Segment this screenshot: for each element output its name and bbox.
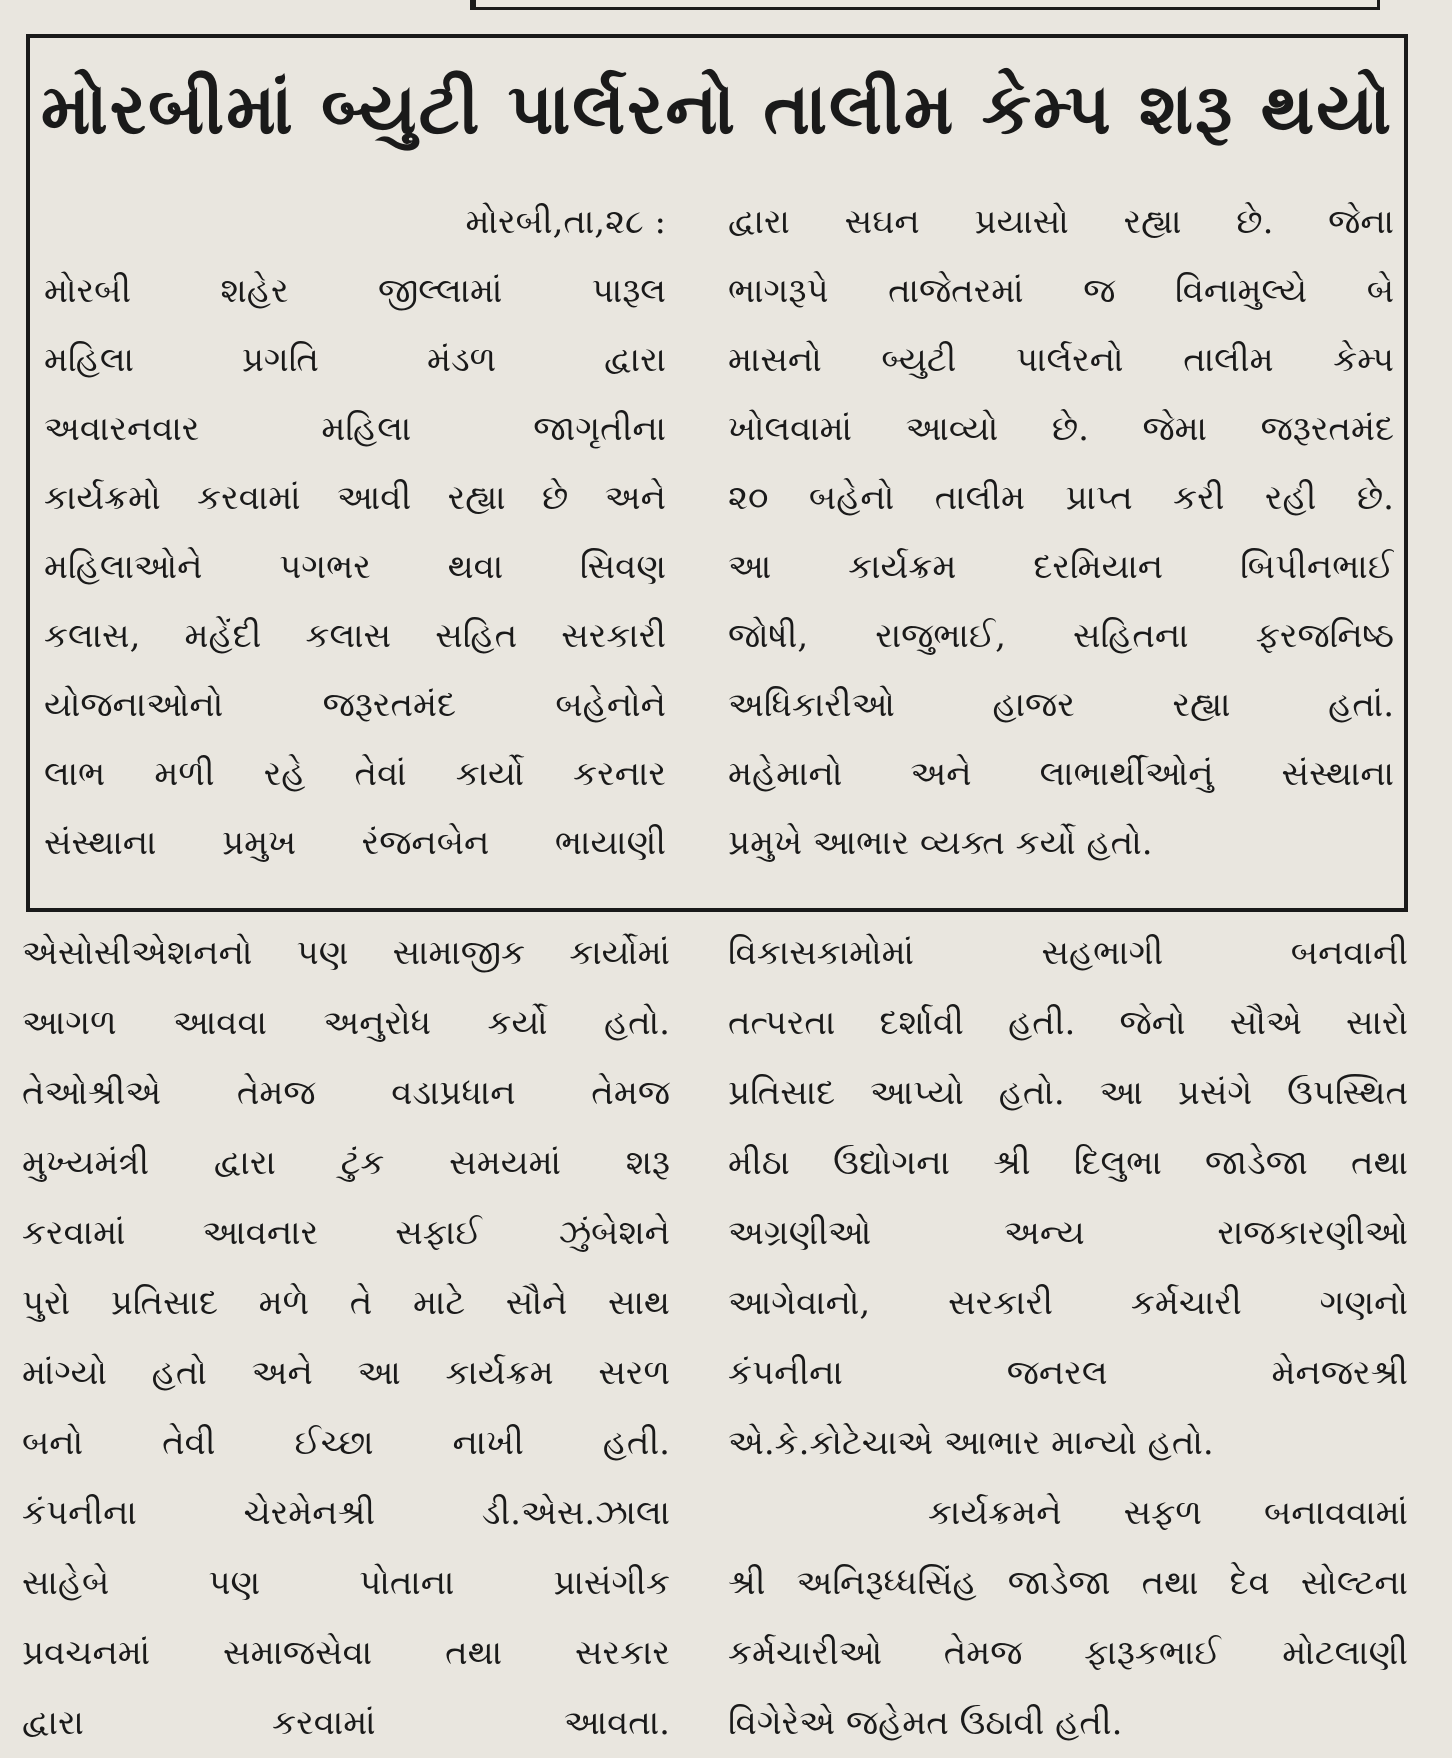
body-line: ભાગરૂપે તાજેતરમાં જ વિનામુલ્યે બે <box>728 271 1394 311</box>
body-line: લાભ મળી રહે તેવાં કાર્યો કરનાર <box>44 754 666 794</box>
box-left-column <box>44 188 666 878</box>
body-line: આ કાર્યક્રમ દરમિયાન બિપીનભાઈ <box>728 547 1394 587</box>
body-line: કાર્યક્રમો કરવામાં આવી રહ્યા છે અને <box>44 478 666 518</box>
body-line: મોરબી શહેર જીલ્લામાં પારૂલ <box>44 271 666 311</box>
body-line: અધિકારીઓ હાજર રહ્યા હતાં. <box>728 685 1394 725</box>
body-line: મહિલાઓને પગભર થવા સિવણ <box>44 547 666 587</box>
body-line: તેઓશ્રીએ તેમજ વડાપ્રધાન તેમજ <box>22 1073 670 1113</box>
dateline: મોરબી,તા,૨૮ : <box>465 202 666 242</box>
lower-left-column <box>22 918 670 1758</box>
body-line: કર્મચારીઓ તેમજ ફારૂકભાઈ મોટલાણી <box>728 1633 1408 1673</box>
body-line: તત્પરતા દર્શાવી હતી. જેનો સૌએ સારો <box>728 1003 1408 1043</box>
body-line: મહેમાનો અને લાભાર્થીઓનું સંસ્થાના <box>728 754 1394 794</box>
body-line: પ્રતિસાદ આપ્યો હતો. આ પ્રસંગે ઉપસ્થિત <box>728 1073 1408 1113</box>
box-right-column <box>728 188 1394 878</box>
body-line: કંપનીના જનરલ મેનજરશ્રી <box>728 1353 1408 1393</box>
body-line: આગળ આવવા અનુરોધ કર્યો હતો. <box>22 1003 670 1043</box>
body-line: શ્રી અનિરૂધ્ધસિંહ જાડેજા તથા દેવ સોલ્ટના <box>728 1563 1408 1603</box>
body-line: કંપનીના ચેરમેનશ્રી ડી.એસ.ઝાલા <box>22 1493 670 1533</box>
lower-right-column <box>728 918 1408 1758</box>
body-line: ૨૦ બહેનો તાલીમ પ્રાપ્ત કરી રહી છે. <box>728 478 1394 518</box>
body-line: એસોસીએશનનો પણ સામાજીક કાર્યોમાં <box>22 933 670 973</box>
body-line: કાર્યક્રમને સફળ બનાવવામાં <box>928 1493 1408 1533</box>
body-line: એ.કે.કોટેચાએ આભાર માન્યો હતો. <box>728 1423 1214 1463</box>
body-line: અવારનવાર મહિલા જાગૃતીના <box>44 409 666 449</box>
body-line: પુરો પ્રતિસાદ મળે તે માટે સૌને સાથ <box>22 1283 670 1323</box>
body-line: પ્રવચનમાં સમાજસેવા તથા સરકાર <box>22 1633 670 1673</box>
body-line: કલાસ, મહેંદી કલાસ સહિત સરકારી <box>44 616 666 656</box>
body-line: દ્વારા સઘન પ્રયાસો રહ્યા છે. જેના <box>728 202 1394 242</box>
body-line: સંસ્થાના પ્રમુખ રંજનબેન ભાયાણી <box>44 823 666 863</box>
body-line: માંગ્યો હતો અને આ કાર્યક્રમ સરળ <box>22 1353 670 1393</box>
body-line: સાહેબે પણ પોતાના પ્રાસંગીક <box>22 1563 670 1603</box>
body-line: દ્વારા કરવામાં આવતા. <box>22 1703 670 1743</box>
body-line: વિકાસકામોમાં સહભાગી બનવાની <box>728 933 1408 973</box>
body-line: આગેવાનો, સરકારી કર્મચારી ગણનો <box>728 1283 1408 1323</box>
body-line: જોષી, રાજુભાઈ, સહિતના ફરજનિષ્ઠ <box>728 616 1394 656</box>
body-line: યોજનાઓનો જરૂરતમંદ બહેનોને <box>44 685 666 725</box>
body-line: બનો તેવી ઈચ્છા નાખી હતી. <box>22 1423 670 1463</box>
body-line: મુખ્યમંત્રી દ્વારા ટુંક સમયમાં શરૂ <box>22 1143 670 1183</box>
body-line: પ્રમુખે આભાર વ્યક્ત કર્યો હતો. <box>728 823 1153 863</box>
body-line: ખોલવામાં આવ્યો છે. જેમા જરૂરતમંદ <box>728 409 1394 449</box>
body-line: વિગેરેએ જહેમત ઉઠાવી હતી. <box>728 1703 1123 1743</box>
body-line: માસનો બ્યુટી પાર્લરનો તાલીમ કેમ્પ <box>728 340 1394 380</box>
body-line: મહિલા પ્રગતિ મંડળ દ્વારા <box>44 340 666 380</box>
top-border-rule <box>470 0 1380 10</box>
body-line: કરવામાં આવનાર સફાઈ ઝુંબેશને <box>22 1213 670 1253</box>
body-line: મીઠા ઉદ્યોગના શ્રી દિલુભા જાડેજા તથા <box>728 1143 1408 1183</box>
headline: મોરબીમાં બ્યુટી પાર્લરનો તાલીમ કેમ્પ શરૂ થયો <box>40 67 1394 150</box>
body-line: અગ્રણીઓ અન્ય રાજકારણીઓ <box>728 1213 1408 1253</box>
